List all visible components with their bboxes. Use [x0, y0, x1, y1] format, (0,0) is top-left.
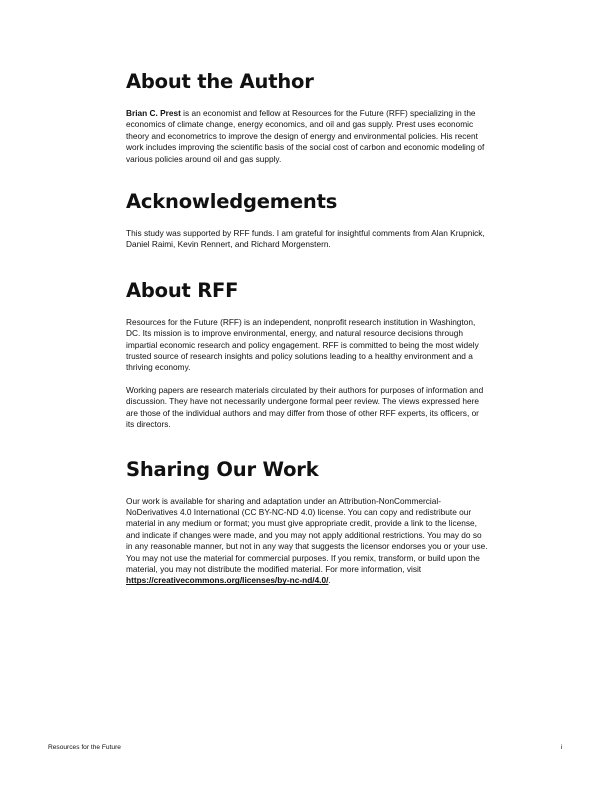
about-rff-section: [126, 279, 488, 431]
author-bio-text: is an economist and fellow at Resources for the Future (RFF) specializing in the economics of climate change, energy economics, and oil and gas supply. Prest uses economic theory and econometrics to improve the design of energy and environmental policies. His recent work includes improving the scientific basis of the social cost of carbon and economic modeling of various policies around oil and gas supply.: [126, 108, 485, 164]
about-rff-paragraph-2: Working papers are research materials circulated by their authors for purposes of information and discussion. They have not necessarily undergone formal peer review. The views expressed here are those of the individual authors and may differ from those of other RFF experts, its officers, or its directors.: [126, 384, 484, 430]
about-author-heading: About the Author: [126, 70, 314, 93]
acknowledgements-text: This study was supported by RFF funds. I am grateful for insightful comments from Alan Krupnick, Daniel Raimi, Kevin Rennert, and Richard Morgenstern.: [126, 228, 485, 250]
about-rff-heading: About RFF: [126, 278, 239, 302]
about-rff-paragraph-1: Resources for the Future (RFF) is an independent, nonprofit research institution in Washington, DC. Its mission is to improve environmental, energy, and natural resource decisions through impartial economic research and policy engagement. RFF is committed to being the most widely trusted source of research insights and policy solutions leading to a healthy environment and a thriving economy.: [126, 316, 479, 373]
sharing-heading: Sharing Our Work: [126, 457, 319, 481]
sharing-section: [126, 458, 488, 587]
sharing-end: .: [328, 575, 331, 586]
acknowledgements-section: [126, 190, 488, 251]
license-link[interactable]: https://creativecommons.org/licenses/by-nc-nd/4.0/: [126, 575, 329, 586]
author-name: Brian C. Prest: [126, 108, 181, 118]
acknowledgements-heading: Acknowledgements: [126, 190, 338, 214]
footer-organization: Resources for the Future: [48, 744, 121, 751]
sharing-body: Our work is available for sharing and adaptation under an Attribution-NonCommercial-NoDerivatives 4.0 International (CC BY-NC-ND 4.0) license. You can copy and redistribute our material in any medium or format; you must give appropriate credit, provide a link to the license, and indicate if changes were made, and you may not apply additional restrictions. You may do so in any reasonable manner, but not in any way that suggests the licensor endorses you or your use. You may not use the material for commercial purposes. If you remix, transform, or build upon the material, you may not distribute the modified material. For more information, visit: [126, 495, 488, 574]
author-bio: [126, 108, 488, 165]
sharing-text: [126, 496, 488, 587]
page-content: [126, 70, 488, 587]
about-author-section: [126, 70, 488, 165]
page-number: i: [561, 744, 563, 751]
